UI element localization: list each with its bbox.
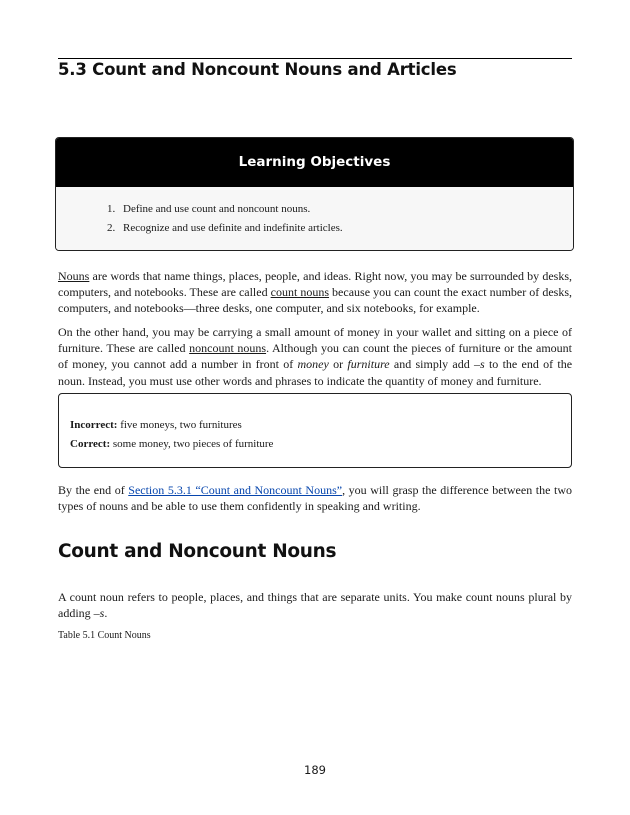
term-noncount-nouns: noncount nouns — [189, 341, 267, 356]
correct-example — [70, 435, 571, 454]
noncount-paragraph — [58, 324, 572, 389]
page-number: 189 — [304, 763, 326, 777]
text-run: because you can count the exact number of desks, computers, and notebooks—three desks, one computer, and six notebooks, for example. — [58, 285, 572, 316]
learning-objectives-box — [55, 137, 574, 251]
objective-text: Define and use count and noncount nouns. — [123, 203, 311, 215]
objective-number: 2. — [107, 222, 116, 234]
section-reference-paragraph — [58, 482, 572, 514]
section-heading: 5.3 Count and Noncount Nouns and Articles — [58, 60, 457, 79]
top-rule — [58, 58, 572, 59]
emphasis-furniture: furniture — [347, 357, 390, 372]
correct-label: Correct: — [70, 438, 111, 450]
text-run: and simply add — [389, 357, 475, 372]
learning-objectives-body — [56, 186, 573, 251]
text-run: . — [104, 606, 108, 621]
emphasis-money: money — [297, 357, 329, 372]
incorrect-example — [70, 416, 571, 435]
emphasis-suffix: –s — [474, 357, 485, 372]
learning-objectives-title: Learning Objectives — [56, 138, 573, 186]
term-count-nouns: count nouns — [270, 285, 330, 300]
table-caption: Table 5.1 Count Nouns — [58, 630, 151, 641]
section-link[interactable]: Section 5.3.1 “Count and Noncount Nouns” — [128, 483, 343, 497]
incorrect-label: Incorrect: — [70, 419, 118, 431]
example-box — [58, 393, 572, 468]
text-run: A count noun refers to people, places, and things that are separate units. You make count nouns plural by adding — [58, 590, 572, 621]
objective-item — [56, 200, 573, 219]
text-run: or — [328, 357, 348, 372]
text-run: By the end of — [58, 483, 129, 497]
text-run: to the end of the noun. Instead, you must use other words and phrases to indicate the quantity of money and furniture. — [58, 357, 573, 388]
text-run: . Although you can count the pieces of furniture or the amount of money, you cannot add a number in front of — [58, 341, 572, 372]
objective-text: Recognize and use definite and indefinite articles. — [123, 222, 343, 234]
intro-paragraph — [58, 268, 572, 317]
text-run: are words that name things, places, people, and ideas. Right now, you may be surrounded by desks, computers, and notebooks. These are called — [58, 269, 572, 300]
subheading: Count and Noncount Nouns — [58, 541, 337, 562]
objectives-list — [56, 187, 573, 238]
term-nouns: Nouns — [58, 269, 90, 283]
text-run: On the other hand, you may be carrying a small amount of money in your wallet and sitting on a piece of furniture. These are called — [58, 325, 572, 356]
objective-number: 1. — [107, 203, 116, 215]
text-run: , you will grasp the difference between the two types of nouns and be able to use them confidently in speaking and writing. — [58, 483, 572, 514]
emphasis-suffix: –s — [93, 606, 105, 621]
count-noun-paragraph — [58, 589, 572, 621]
correct-text: some money, two pieces of furniture — [110, 438, 274, 450]
objective-item — [56, 219, 573, 238]
incorrect-text: five moneys, two furnitures — [117, 419, 242, 431]
